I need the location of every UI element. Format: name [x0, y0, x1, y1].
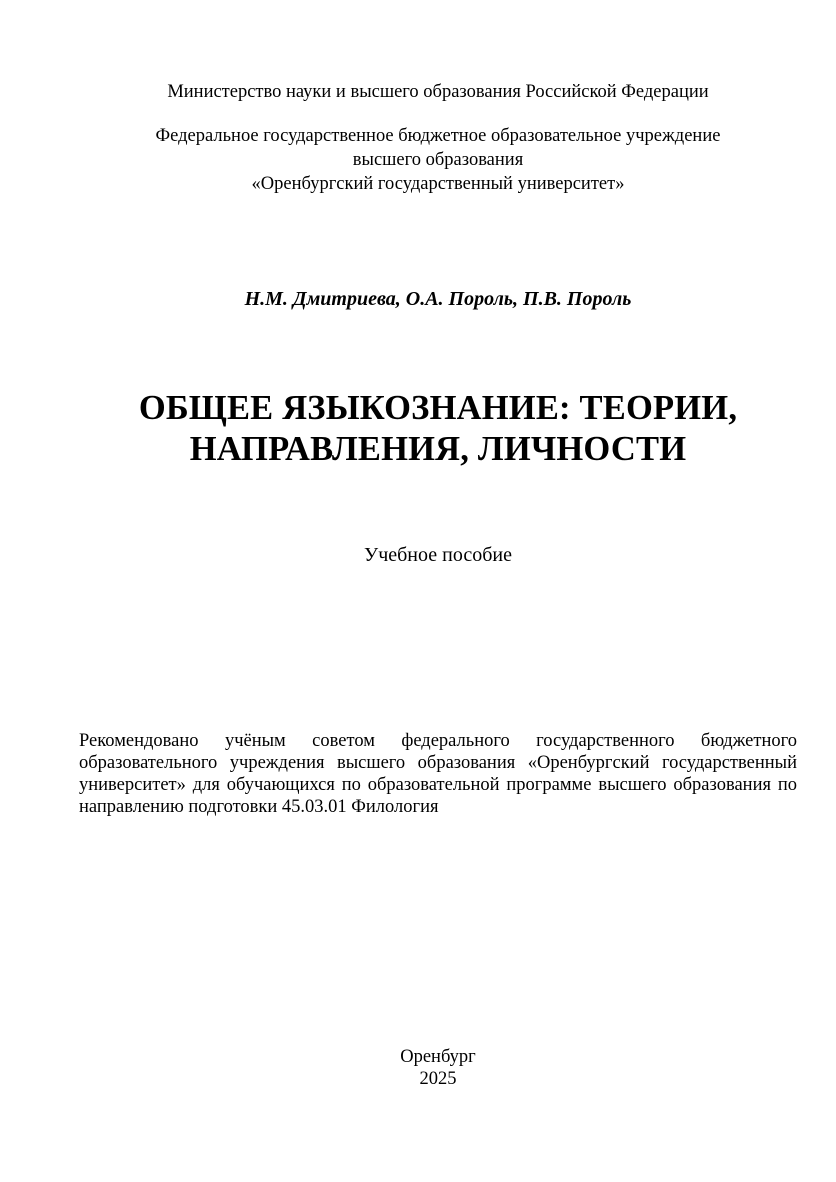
book-title: [20, 388, 836, 470]
institution-line-3: «Оренбургский государственный университет»: [251, 174, 625, 194]
book-type: Учебное пособие: [364, 544, 512, 566]
ministry-name: Министерство науки и высшего образования Российской Федерации: [167, 82, 709, 102]
book-title-line-2: НАПРАВЛЕНИЯ, ЛИЧНОСТИ: [189, 430, 687, 468]
institution-line-1: Федеральное государственное бюджетное образовательное учреждение: [155, 126, 721, 146]
publication-year: 2025: [419, 1069, 457, 1089]
recommendation-paragraph: Рекомендовано учёным советом федерального государственного бюджетного образовательного учреждения высшего образования «Оренбургский государственный университет» для обучающихся по образовательной программе высшего образования по направлению подготовки 45.03.01 Филология: [79, 731, 797, 817]
institution-line-2: высшего образования: [352, 150, 524, 170]
publication-city: Оренбург: [400, 1047, 476, 1067]
authors: Н.М. Дмитриева, О.А. Пороль, П.В. Пороль: [244, 288, 632, 310]
institution-block: [20, 124, 836, 196]
book-title-line-1: ОБЩЕЕ ЯЗЫКОЗНАНИЕ: ТЕОРИИ,: [138, 389, 738, 427]
